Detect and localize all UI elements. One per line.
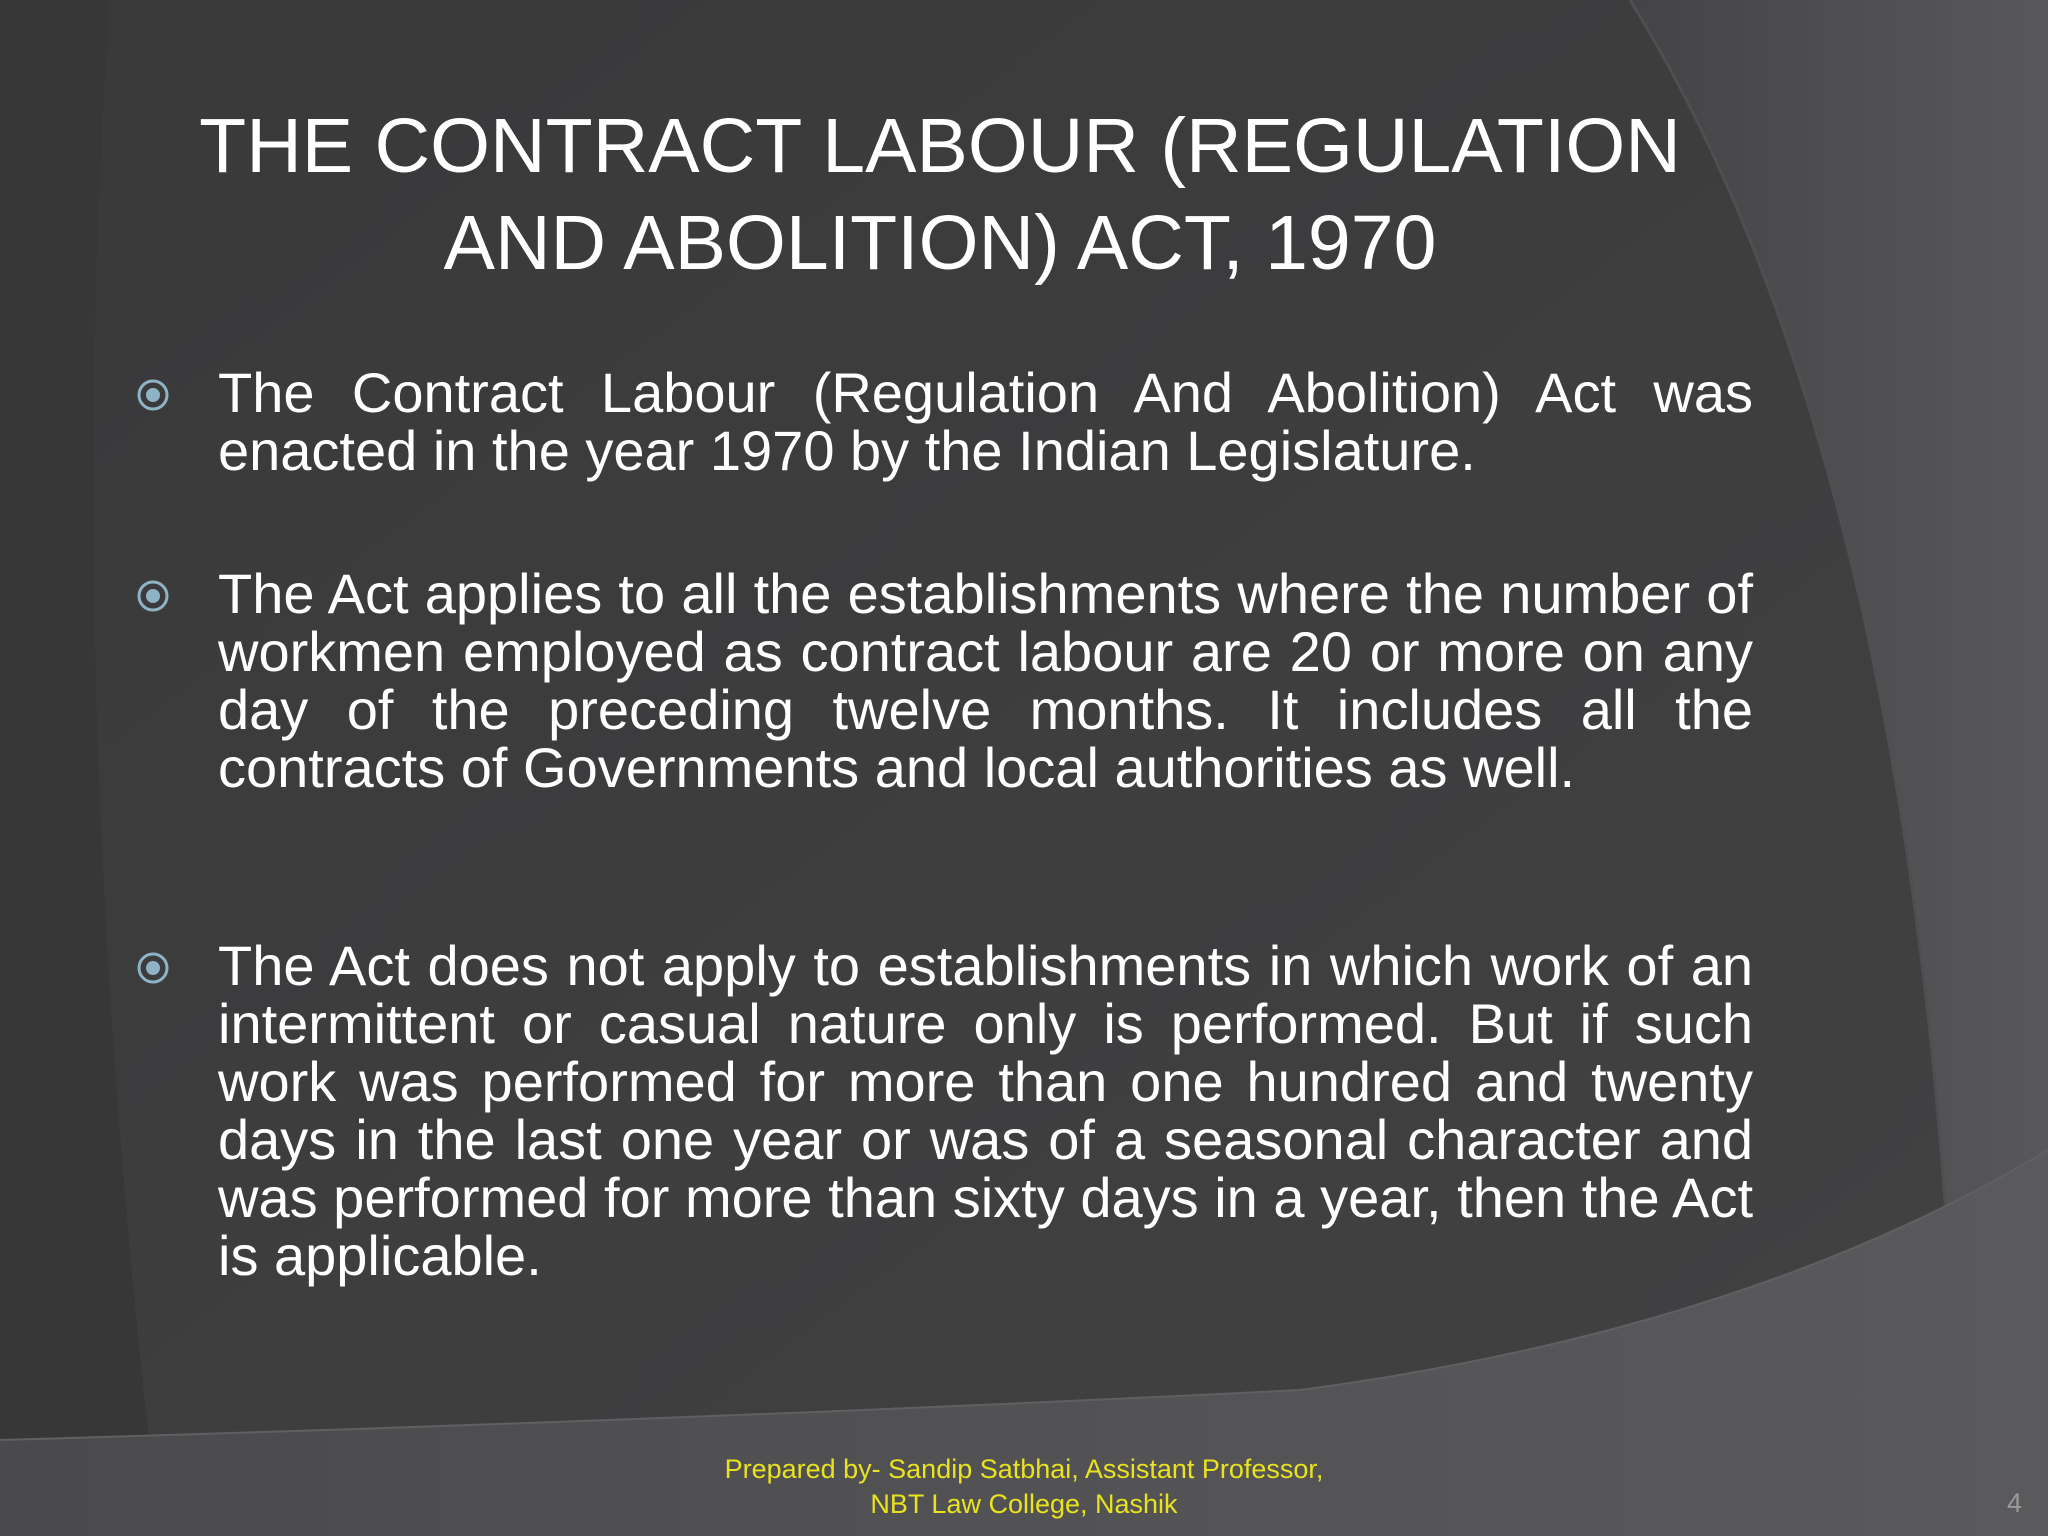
circled-dot-icon — [136, 579, 170, 613]
bullet-item-2: The Act applies to all the establishments where the number of workmen employed as contract labour are 20 or more on any day of the preceding twelve months. It includes all the contracts of Governments and local authorities as well. — [218, 562, 1753, 799]
bullet-item-1: The Contract Labour (Regulation And Abolition) Act was enacted in the year 1970 by the Indian Legislature. — [218, 361, 1753, 482]
footer-line-1: Prepared by- Sandip Satbhai, Assistant Professor, — [724, 1454, 1324, 1484]
title-line-2: AND ABOLITION) ACT, 1970 — [443, 200, 1437, 286]
footer-credit — [624, 1452, 1424, 1522]
circled-dot-icon — [136, 951, 170, 985]
title-line-1: THE CONTRACT LABOUR (REGULATION — [199, 103, 1681, 189]
page-number: 4 — [2006, 1488, 2022, 1518]
footer-line-2: NBT Law College, Nashik — [870, 1489, 1178, 1519]
circled-dot-icon — [136, 378, 170, 412]
slide-title — [140, 98, 1740, 292]
bullet-item-3: The Act does not apply to establishments in which work of an intermittent or casual nature only is performed. But if such work was performed for more than one hundred and twenty days in the last one year or was of a seasonal character and was performed for more than sixty days in a year, then the Act is applicable. — [218, 934, 1753, 1287]
